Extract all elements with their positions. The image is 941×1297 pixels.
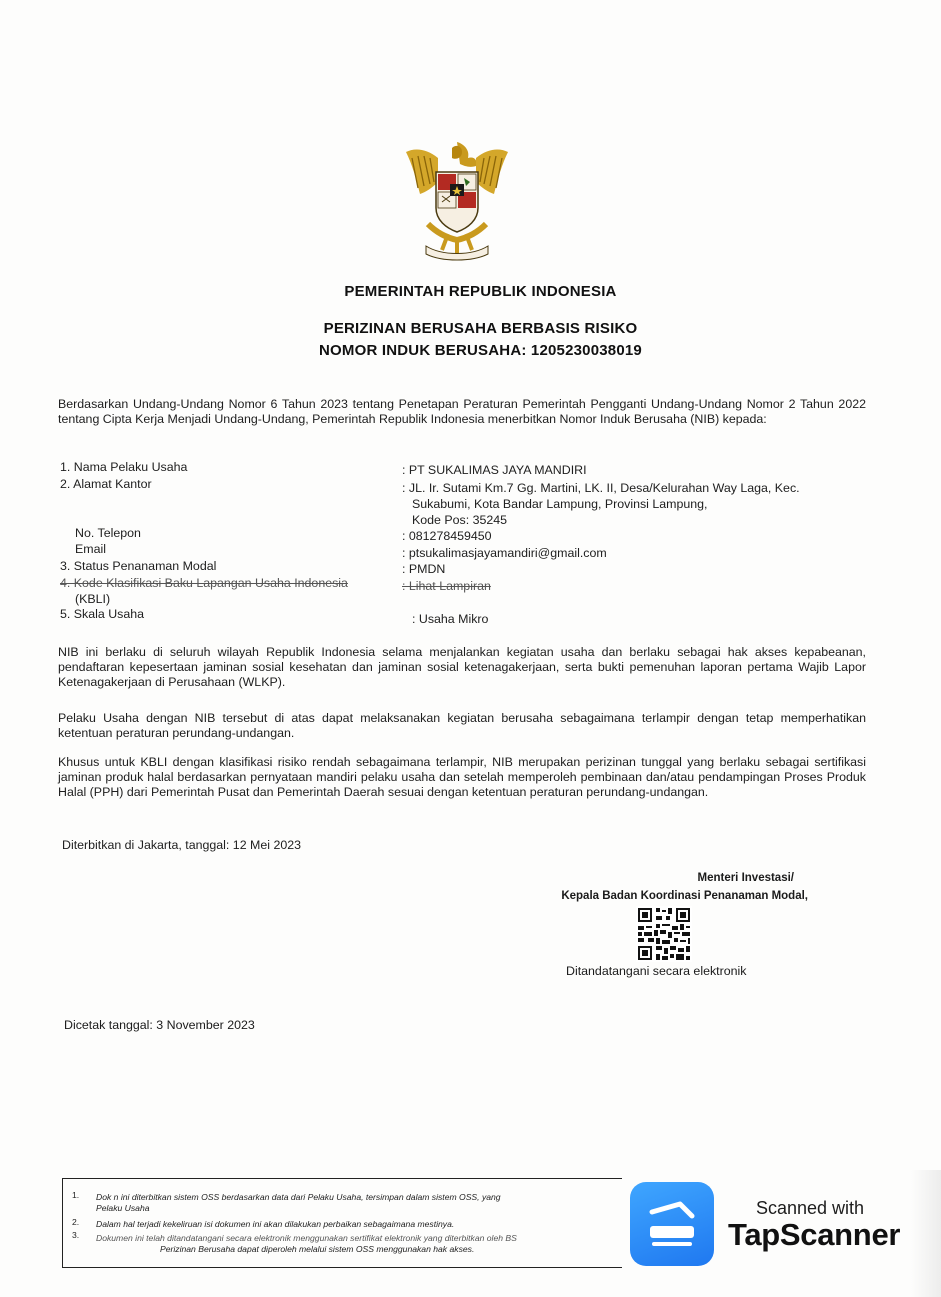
field-label-kbli: 4. Kode Klasifikasi Baku Lapangan Usaha Indonesia — [60, 576, 348, 590]
intro-paragraph: Berdasarkan Undang-Undang Nomor 6 Tahun 2023 tentang Penetapan Peraturan Pemerintah Pengganti Undang-Undang Nomor 2 Tahun 2022 tentang Cipta Kerja Menjadi Undang-Undang, Pemerintah Republik Indonesia menerbitkan Nomor Induk Berusaha (NIB) kepada: — [58, 397, 866, 426]
field-value-alamat-1: : JL. Ir. Sutami Km.7 Gg. Martini, LK. II, Desa/Kelurahan Way Laga, Kec. — [402, 481, 800, 495]
footnote-3-line-1: Dokumen ini telah ditandatangani secara elektronik menggunakan sertifikat elektronik yang diterbitkan oleh BS — [96, 1233, 517, 1243]
signatory-title-2: Kepala Badan Koordinasi Penanaman Modal, — [561, 890, 808, 902]
watermark-scanned-with: Scanned with — [756, 1198, 865, 1218]
kbli-halal-paragraph: Khusus untuk KBLI dengan klasifikasi risiko rendah sebagaimana terlampir, NIB merupakan perizinan tunggal yang berlaku sebagai sertifikasi jaminan produk halal berdasarkan pernyataan mandiri pelaku usaha dan setelah memperoleh pembinaan dan/atau pendampingan Proses Produk Halal (PPH) dari Pemerintah Pusat dan Pemerintah Daerah sesuai dengan ketentuan peraturan perundang-undangan. — [58, 755, 866, 799]
field-label-alamat: 2. Alamat Kantor — [60, 477, 152, 491]
footnote-number-2: 2. — [72, 1217, 80, 1227]
issued-date: Diterbitkan di Jakarta, tanggal: 12 Mei 2023 — [62, 838, 302, 852]
footnote-number-3: 3. — [72, 1230, 80, 1240]
field-value-kbli: : Lihat Lampiran — [402, 579, 491, 593]
field-label-status: 3. Status Penanaman Modal — [60, 559, 217, 573]
field-value-telepon: : 081278459450 — [402, 529, 492, 543]
signatory-title-1: Menteri Investasi/ — [697, 872, 794, 884]
garuda-emblem-icon — [398, 138, 516, 262]
field-value-alamat-2: Sukabumi, Kota Bandar Lampung, Provinsi Lampung, — [412, 497, 708, 511]
tapscanner-logo-icon — [630, 1182, 714, 1266]
electronic-signature-note: Ditandatangani secara elektronik — [566, 964, 747, 978]
watermark-brand: TapScanner — [728, 1217, 901, 1252]
field-value-email: : ptsukalimasjayamandiri@gmail.com — [402, 546, 607, 560]
field-value-skala: : Usaha Mikro — [412, 612, 489, 626]
field-value-alamat-3: Kode Pos: 35245 — [412, 513, 508, 527]
field-value-nama: : PT SUKALIMAS JAYA MANDIRI — [402, 463, 587, 477]
field-label-email: Email — [75, 542, 106, 556]
field-label-kbli-abbr: (KBLI) — [75, 592, 111, 606]
field-label-telepon: No. Telepon — [75, 526, 141, 540]
field-label-skala: 5. Skala Usaha — [60, 607, 145, 621]
footnote-2: Dalam hal terjadi kekeliruan isi dokumen ini akan dilakukan perbaikan sebagaimana mestinya. — [96, 1219, 455, 1229]
footnote-number-1: 1. — [72, 1190, 80, 1200]
field-value-status: : PMDN — [402, 562, 446, 576]
government-heading: PEMERINTAH REPUBLIK INDONESIA — [344, 283, 617, 300]
qr-code-icon — [636, 906, 692, 962]
footnote-1-line-2: Pelaku Usaha — [96, 1203, 150, 1213]
footnote-1-line-1: Dok n ini diterbitkan sistem OSS berdasarkan data dari Pelaku Usaha, tersimpan dalam sistem OSS, yang — [96, 1192, 501, 1202]
footnote-3-line-2: Perizinan Berusaha dapat diperoleh melalui sistem OSS menggunakan hak akses. — [160, 1244, 475, 1254]
business-actor-paragraph: Pelaku Usaha dengan NIB tersebut di atas dapat melaksanakan kegiatan berusaha sebagaimana terlampir dengan tetap memperhatikan ketentuan peraturan perundang-undangan. — [58, 711, 866, 740]
scan-edge-shadow — [911, 1170, 941, 1297]
document-title: PERIZINAN BERUSAHA BERBASIS RISIKO — [323, 320, 638, 337]
field-label-nama: 1. Nama Pelaku Usaha — [60, 460, 188, 474]
printed-date: Dicetak tanggal: 3 November 2023 — [64, 1018, 255, 1032]
nib-number-heading: NOMOR INDUK BERUSAHA: 1205230038019 — [319, 342, 642, 359]
validity-paragraph: NIB ini berlaku di seluruh wilayah Republik Indonesia selama menjalankan kegiatan usaha dan berlaku sebagai hak akses kepabeanan, pendaftaran kepesertaan jaminan sosial kesehatan dan jaminan sosial ketenagakerjaan, serta bukti pemenuhan laporan pertama Wajib Lapor Ketenagakerjaan di Perusahaan (WLKP). — [58, 645, 866, 689]
